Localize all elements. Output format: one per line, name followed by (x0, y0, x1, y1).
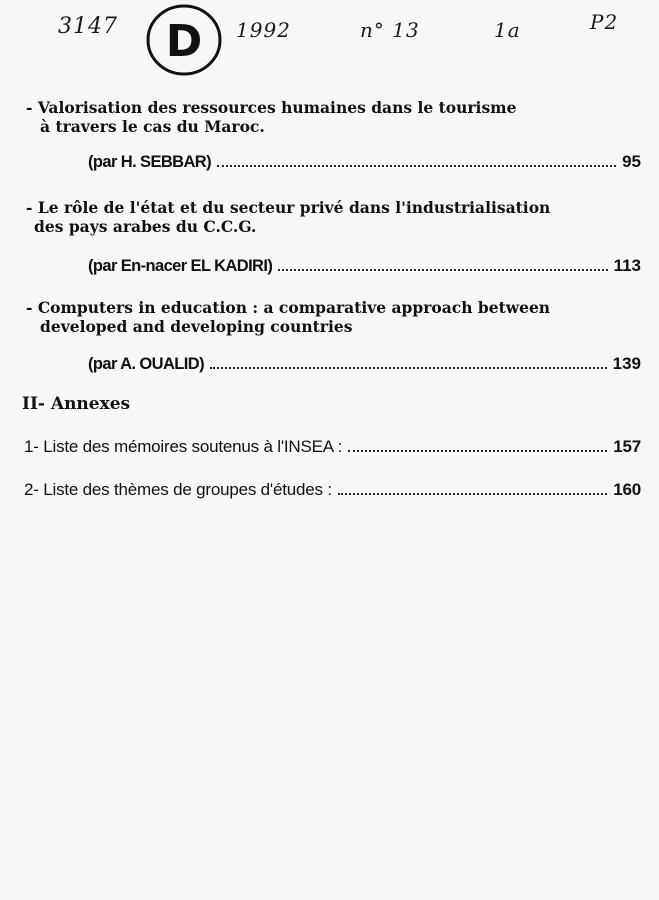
annex-label: 2- Liste des thèmes de groupes d'études : (24, 480, 332, 499)
toc-entry-title (26, 198, 550, 236)
annexes-heading: II- Annexes (22, 394, 131, 414)
stamp-letter: D (165, 16, 203, 67)
handwritten-number: n° 13 (360, 18, 420, 42)
entry-page-number: 95 (622, 152, 641, 171)
toc-entry-author-row (88, 256, 641, 276)
annex-row (24, 437, 641, 457)
dot-leader (338, 492, 607, 495)
handwritten-mark-b: P2 (590, 10, 619, 34)
handwritten-mark-a: 1a (494, 18, 521, 42)
dot-leader (210, 366, 607, 369)
toc-entry-author-row (88, 152, 641, 172)
entry-author: (par H. SEBBAR) (88, 153, 212, 171)
entry-page-number: 113 (613, 256, 641, 275)
entry-title-line-1: - Valorisation des ressources humaines dans le tourisme (26, 98, 517, 117)
entry-author: (par A. OUALID) (88, 355, 204, 373)
dot-leader (217, 164, 616, 167)
dot-leader (348, 449, 607, 452)
entry-author: (par En-nacer EL KADIRI) (88, 257, 273, 275)
entry-title-line-2: à travers le cas du Maroc. (40, 117, 265, 136)
entry-title-line-2: developed and developing countries (40, 317, 353, 336)
annex-page-number: 160 (613, 480, 641, 499)
dot-leader (278, 268, 607, 271)
entry-title-line-2: des pays arabes du C.C.G. (34, 217, 257, 236)
handwritten-code: 3147 (58, 14, 118, 39)
entry-page-number: 139 (612, 354, 641, 373)
annex-page-number: 157 (613, 437, 641, 456)
toc-entry-title (26, 98, 516, 136)
annex-label: 1- Liste des mémoires soutenus à l'INSEA : (24, 437, 342, 456)
toc-entry-author-row (88, 354, 641, 374)
handwritten-year: 1992 (236, 18, 291, 42)
annex-row (24, 480, 641, 500)
toc-entry-title (26, 298, 550, 336)
stamp-d-icon (140, 0, 228, 78)
entry-title-line-1: - Computers in education : a comparative approach between (26, 298, 551, 317)
entry-title-line-1: - Le rôle de l'état et du secteur privé dans l'industrialisation (26, 198, 551, 217)
